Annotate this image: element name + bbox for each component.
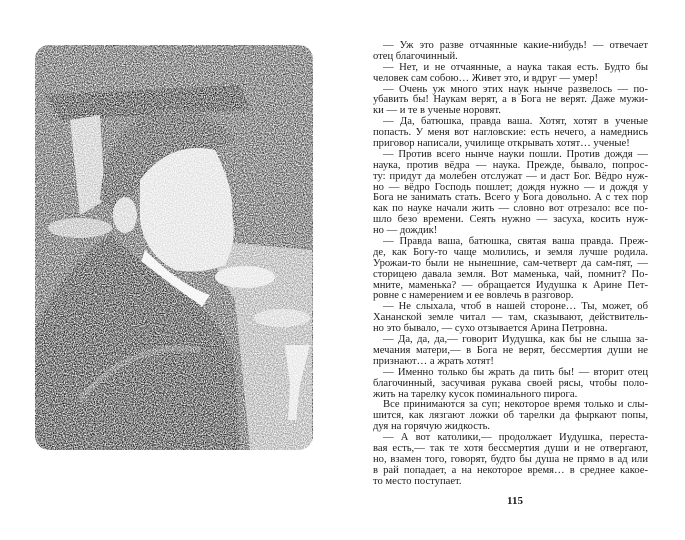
face	[140, 148, 234, 272]
text-line: сторицею давала земля. Вот маменька, чай, помнит? По-	[373, 268, 648, 280]
text-line: отец благочинный.	[373, 50, 458, 62]
text-line: — Именно только бы жрать да пить бы! — вторит отец	[383, 366, 648, 378]
text-line: — Правда ваша, батюшка, святая ваша правда. Преж-	[383, 236, 648, 248]
text-line: но это бывало, — сухо отзывается Арина Петровна.	[373, 323, 608, 335]
text-line: — Уж это разве отчаянные какие-нибудь! — отвечает	[383, 40, 648, 51]
text-line: Урожаи-то были не нынешние, сам-четверт да сам-пят, —	[373, 257, 648, 269]
text-line: шится, как лязгают ложки об тарелки да фыркают попы,	[373, 410, 648, 422]
text-line: ту: придут да молебен отслужат — и даст Бог. Вёдро нуж-	[373, 170, 648, 182]
text-line: Все принимаются за суп; некоторое время только и слы-	[383, 399, 648, 411]
text-line: в рай попадает, а на некоторое время… в среднее какое-	[373, 464, 648, 476]
text-line: — Нет, и не отчаянные, а наука такая есть. Будто бы	[383, 61, 648, 73]
text-line: то место поступает.	[373, 475, 462, 487]
text-line: наука, против вёдра — наука. Прежде, бывало, попрос-	[373, 159, 648, 171]
text-line: убавить бы! Наукам верят, а в Бога не верят. Даже мужи-	[373, 94, 648, 106]
text-line: приговор написали, училище открывать хотят… ученые!	[373, 138, 630, 150]
text-line: но — дождик!	[373, 225, 438, 237]
text-line: де, как Богу-то чаще молились, и земля лучше родила.	[373, 246, 648, 258]
text-line: — Не слыхала, чтоб в нашей стороне… Ты, может, об	[383, 301, 648, 313]
text-line: дуя на горячую жидкость.	[373, 421, 491, 433]
text-line: но, взамен того, говорят, будто бы душа не прямо в ад или	[373, 453, 648, 465]
book-text	[373, 41, 648, 488]
text-line: шло безо времени. Сеять нужно — засуха, косить нуж-	[373, 214, 648, 226]
text-line: — Очень уж много этих наук нынче развелось — по-	[383, 83, 648, 95]
text-line: человек сам собою… Живет это, и вдруг — умер!	[373, 72, 599, 84]
text-line: но — вёдро Господь пошлет; дождя нужно — и дождя у	[373, 181, 648, 193]
text-line: жить на тарелку кусок поминального пирога.	[373, 388, 578, 400]
text-line: признают… а жрать хотят!	[373, 355, 494, 367]
text-line: — Да, батюшка, правда ваша. Хотят, хотят в ученые	[383, 116, 648, 128]
bowl	[254, 309, 310, 327]
ear	[113, 197, 137, 233]
text-line: мните, маменька? — обращается Иудушка к Арине Пет-	[373, 279, 648, 291]
text-line: как по науке начали жить — словно вот отрезало: все по-	[373, 203, 648, 215]
text-line: Бога не занимать стать. Всего у Бога довольно. А с тех пор	[373, 192, 648, 204]
plate	[215, 266, 275, 288]
text-line: ки — и те в ученые норовят.	[373, 105, 501, 117]
plate	[48, 218, 112, 238]
text-line: вая есть,— так те хотя бессмертия души и не отвергают,	[373, 442, 648, 454]
text-line: ровне с намерением и ее вовлечь в разговор.	[373, 290, 574, 302]
text-line: мечания матери,— в Бога не верят, бессмертия души не	[373, 344, 648, 356]
text-line: — А вот католики,— продолжает Иудушка, переста-	[383, 432, 648, 444]
page-number: 115	[507, 495, 523, 507]
text-line: Хананской земле читал — там, сказывают, действитель-	[373, 312, 648, 324]
text-line: благочинный, засучивая рукава своей рясы, чтобы поло-	[373, 377, 648, 389]
text-line: — Против всего нынче науки пошли. Против дождя —	[383, 148, 648, 160]
text-line: попасть. У меня вот нагловские: есть нечего, а намеднись	[373, 127, 648, 139]
text-line: — Да, да, да,— говорит Иудушка, как бы не слыша за-	[383, 334, 648, 346]
